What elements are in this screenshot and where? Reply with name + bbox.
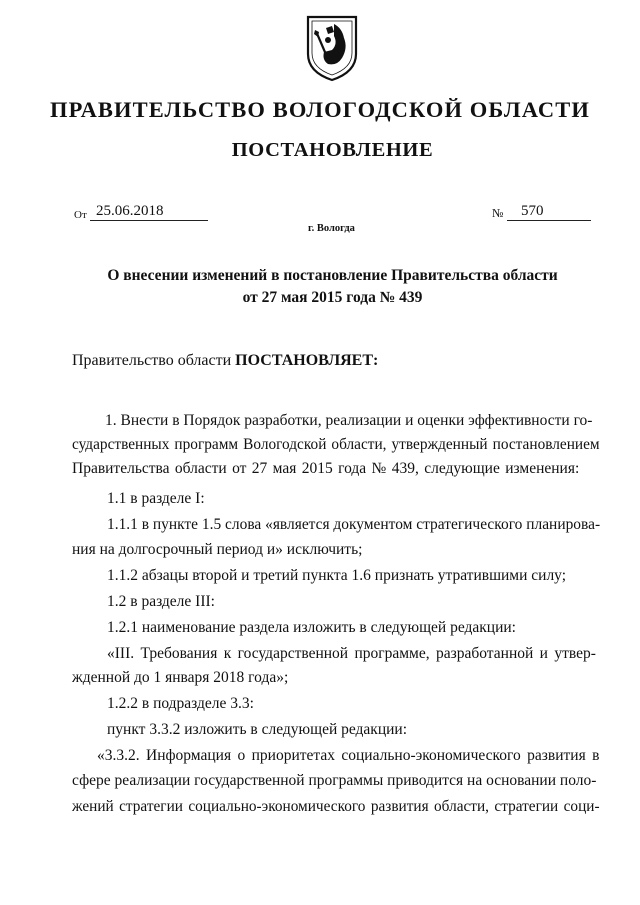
subject-line-1: О внесении изменений в постановление Правительства области [107, 267, 558, 284]
document-type: ПОСТАНОВЛЕНИЕ [231, 139, 434, 161]
paragraph-8: 1.2.2 в подразделе 3.3: [107, 695, 254, 712]
paragraph-1-line-3: Правительства области от 27 мая 2015 года № 439, следующие изменения: [72, 460, 580, 477]
government-title: ПРАВИТЕЛЬСТВО ВОЛОГОДСКОЙ ОБЛАСТИ [50, 97, 590, 122]
paragraph-7-line-2: жденной до 1 января 2018 года»; [72, 669, 289, 686]
paragraph-9: пункт 3.3.2 изложить в следующей редакции: [107, 721, 408, 738]
preamble-emphasis: ПОСТАНОВЛЯЕТ: [235, 352, 379, 369]
preamble [72, 352, 378, 370]
paragraph-6: 1.2.1 наименование раздела изложить в следующей редакции: [107, 619, 516, 636]
paragraph-10-line-2: сфере реализации государственной программы приводится на основании поло- [72, 772, 597, 789]
document-number: 570 [507, 203, 591, 221]
preamble-text: Правительство области [72, 352, 236, 369]
document-date: 25.06.2018 [90, 203, 208, 221]
date-label: От [74, 209, 87, 221]
paragraph-4: 1.1.2 абзацы второй и третий пункта 1.6 признать утратившими силу; [107, 567, 567, 584]
paragraph-3-line-2: ния на долгосрочный период и» исключить; [72, 541, 363, 558]
paragraph-5: 1.2 в разделе III: [107, 593, 215, 610]
number-label: № [492, 206, 504, 220]
subject-line-2: от 27 мая 2015 года № 439 [242, 289, 423, 306]
paragraph-1-line-1: 1. Внести в Порядок разработки, реализации и оценки эффективности го- [105, 412, 593, 429]
paragraph-10-line-3: жений стратегии социально-экономического развития области, стратегии соци- [72, 798, 600, 815]
paragraph-2: 1.1 в разделе I: [107, 490, 205, 507]
paragraph-7-line-1: «III. Требования к государственной программе, разработанной и утвер- [107, 645, 596, 662]
city: г. Вологда [308, 223, 355, 234]
paragraph-10-line-1: «3.3.2. Информация о приоритетах социально-экономического развития в [97, 747, 600, 764]
coat-of-arms-icon [304, 14, 360, 82]
paragraph-1-line-2: сударственных программ Вологодской области, утвержденный постановлением [72, 436, 600, 453]
paragraph-3-line-1: 1.1.1 в пункте 1.5 слова «является документом стратегического планирова- [107, 516, 601, 533]
